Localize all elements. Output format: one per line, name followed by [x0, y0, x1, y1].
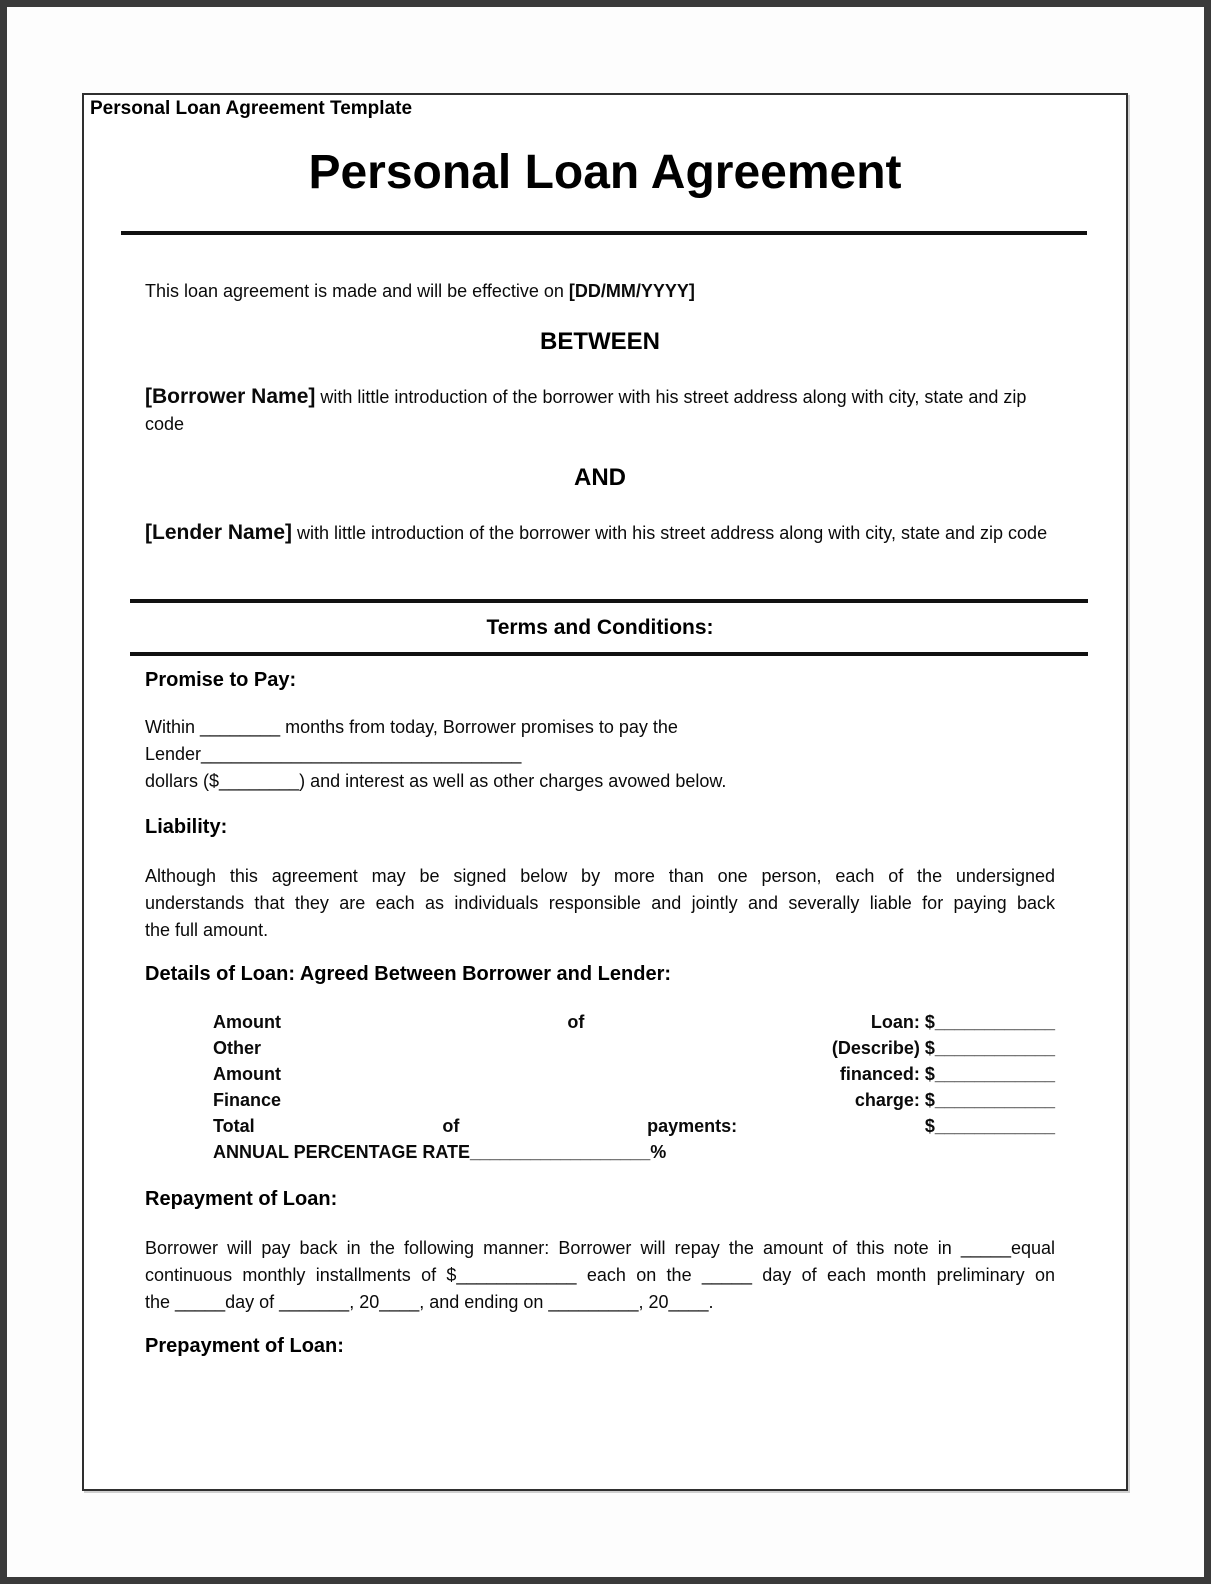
loan-detail-row — [213, 1009, 1055, 1035]
loan-detail-segment: Other — [213, 1038, 262, 1058]
date-placeholder: [DD/MM/YYYY] — [568, 281, 695, 301]
promise-paragraph — [145, 714, 1055, 795]
repayment-line: Borrower will pay back in the following manner: Borrower will repay the amount of this note in _____equal — [145, 1238, 1055, 1258]
repayment-line: continuous monthly installments of $____________ each on the _____ day of each month preliminary on — [145, 1265, 1055, 1285]
loan-detail-segment: of — [442, 1116, 460, 1136]
document-title: Personal Loan Agreement — [308, 146, 902, 199]
terms-divider-bottom — [130, 652, 1088, 656]
loan-detail-segment: Amount — [213, 1012, 281, 1032]
document-label: Personal Loan Agreement Template — [90, 98, 413, 119]
loan-detail-row — [213, 1061, 1055, 1087]
terms-divider-top — [130, 599, 1088, 603]
loan-detail-segment: ANNUAL PERCENTAGE RATE__________________% — [213, 1142, 667, 1162]
lender-paragraph — [145, 519, 1055, 547]
terms-heading: Terms and Conditions: — [486, 616, 714, 639]
loan-detail-row — [213, 1113, 1055, 1139]
repayment-paragraph — [145, 1235, 1055, 1316]
loan-detail-segment: Finance — [213, 1090, 282, 1110]
loan-detail-segment: charge: $____________ — [854, 1090, 1055, 1110]
loan-detail-segment: $____________ — [924, 1116, 1055, 1136]
promise-line: dollars ($________) and interest as well as other charges avowed below. — [145, 771, 727, 791]
loan-detail-row — [213, 1087, 1055, 1113]
document-body — [145, 278, 1055, 1359]
liability-paragraph — [145, 863, 1055, 944]
lender-name-placeholder: [Lender Name] — [145, 521, 293, 544]
loan-detail-segment: Amount — [213, 1064, 281, 1084]
lender-description: with little introduction of the borrower with his street address along with city, state and zip code — [292, 523, 1048, 543]
and-heading: AND — [574, 464, 626, 491]
promise-heading: Promise to Pay: — [145, 669, 297, 691]
title-divider — [121, 231, 1087, 235]
borrower-name-placeholder: [Borrower Name] — [145, 385, 316, 408]
loan-detail-segment: payments: — [647, 1116, 738, 1136]
liability-line: understands that they are each as individuals responsible and jointly and severally liable for paying back — [145, 893, 1055, 913]
promise-line: Within ________ months from today, Borrower promises to pay the Lender________________________________ — [145, 717, 678, 764]
between-heading: BETWEEN — [540, 328, 660, 355]
borrower-paragraph — [145, 383, 1055, 438]
loan-detail-row — [213, 1035, 1055, 1061]
intro-text: This loan agreement is made and will be effective on — [145, 281, 569, 301]
document-page — [82, 93, 1128, 1491]
loan-detail-row — [213, 1139, 1055, 1165]
intro-paragraph — [145, 278, 1055, 305]
loan-detail-segment: Total — [213, 1116, 255, 1136]
borrower-description: with little introduction of the borrower with his street address along with city, state and zip code — [145, 387, 1027, 434]
repayment-line: the _____day of _______, 20____, and ending on _________, 20____. — [145, 1292, 714, 1312]
liability-line: Although this agreement may be signed below by more than one person, each of the undersigned — [145, 866, 1055, 886]
loan-detail-segment: (Describe) $____________ — [831, 1038, 1055, 1058]
loan-detail-segment: Loan: $____________ — [870, 1012, 1055, 1032]
loan-detail-segment: financed: $____________ — [839, 1064, 1055, 1084]
details-heading: Details of Loan: Agreed Between Borrower and Lender: — [145, 963, 672, 985]
loan-detail-segment: of — [567, 1012, 585, 1032]
repayment-heading: Repayment of Loan: — [145, 1188, 338, 1210]
liability-line: the full amount. — [145, 920, 269, 940]
liability-heading: Liability: — [145, 816, 228, 838]
prepayment-heading: Prepayment of Loan: — [145, 1335, 344, 1357]
loan-details-block — [145, 1009, 1055, 1165]
